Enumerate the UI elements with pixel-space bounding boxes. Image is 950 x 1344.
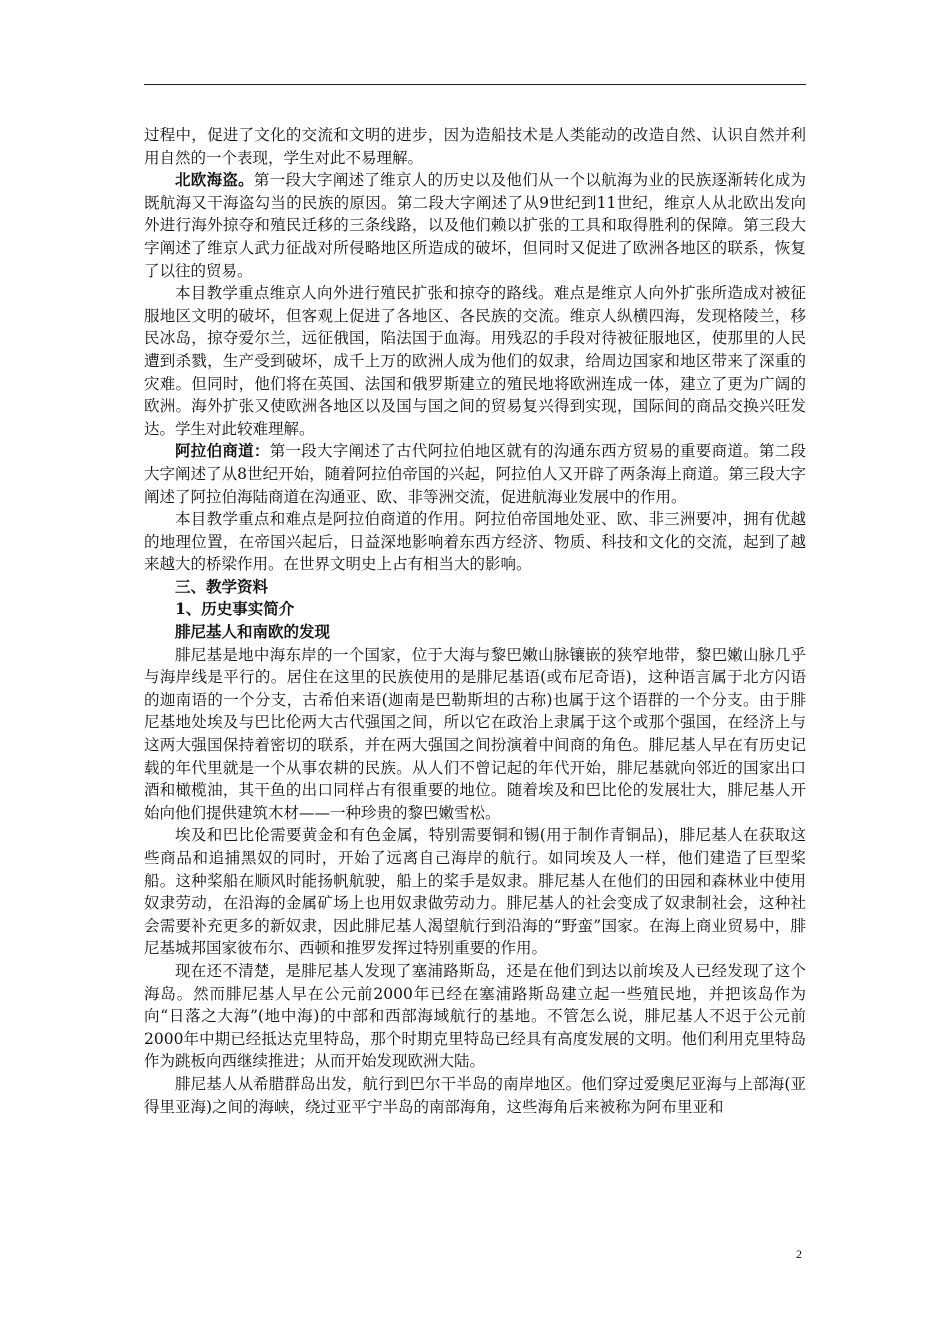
section-label-viking: 北欧海盗。	[175, 170, 254, 190]
heading-teaching-materials: 三、教学资料	[175, 576, 269, 596]
page-number: 2	[796, 1247, 802, 1261]
paragraph-viking-text: 第一段大字阐述了维京人的历史以及他们从一个以航海为业的民族逐渐转化成为既航海又干海盗勾当的民族的原因。第二段大字阐述了从9世纪到11世纪，维京人从北欧出发向外进行海外掠夺和殖民迁移的三条线路，以及他们赖以扩张的工具和取得胜利的保障。第三段大字阐述了维京人武力征战对所侵略地区所造成的破坏，但同时又促进了欧洲各地区的联系，恢复了以往的贸易。	[144, 171, 806, 280]
heading-phoenicians: 腓尼基人和南欧的发现	[175, 622, 331, 642]
paragraph-greek-islands: 腓尼基人从希腊群岛出发，航行到巴尔干半岛的南岸地区。他们穿过爱奥尼亚海与上部海(亚得里亚海)之间的海峡，绕过亚平宁半岛的南部海角，这些海角后来被称为阿布里亚和	[144, 1074, 806, 1116]
paragraph-cyprus: 现在还不清楚，是腓尼基人发现了塞浦路斯岛，还是在他们到达以前埃及人已经发现了这个海岛。然而腓尼基人早在公元前2000年已经在塞浦路斯岛建立起一些殖民地，并把该岛作为向“日落之大海”(地中海)的中部和西部海域航行的基地。不管怎么说，腓尼基人不迟于公元前2000年中期已经抵达克里特岛，那个时期克里特岛已经具有高度发展的文明。他们利用克里特岛作为跳板向西继续推进；从而开始发现欧洲大陆。	[144, 961, 806, 1071]
paragraph-egypt-babylon: 埃及和巴比伦需要黄金和有色金属，特别需要铜和锡(用于制作青铜品)，腓尼基人在获取这些商品和追捕黑奴的同时，开始了远离自己海岸的航行。如同埃及人一样，他们建造了巨型桨船。这种桨船在顺风时能扬帆航驶，船上的桨手是奴隶。腓尼基人在他们的田园和森林业中使用奴隶劳动，在沿海的金属矿场上也用奴隶做劳动力。腓尼基人的社会变成了奴隶制社会，这种社会需要补充更多的新奴隶，因此腓尼基人渴望航行到沿海的“野蛮”国家。在海上商业贸易中，腓尼基城邦国家彼布尔、西顿和推罗发挥过特别重要的作用。	[144, 826, 806, 958]
header-rule	[144, 84, 806, 85]
section-label-arab-route: 阿拉伯商道：	[175, 441, 270, 461]
paragraph-viking	[144, 169, 806, 282]
paragraph-continued: 过程中，促进了文化的交流和文明的进步，因为造船技术是人类能动的改造自然、认识自然并利用自然的一个表现，学生对此不易理解。	[144, 126, 806, 167]
paragraph-phoenicia: 腓尼基是地中海东岸的一个国家，位于大海与黎巴嫩山脉镶嵌的狭窄地带，黎巴嫩山脉几乎与海岸线是平行的。居住在这里的民族使用的是腓尼基语(或布尼奇语)，这种语言属于北方闪语的迦南语的一个分支，古希伯来语(迦南是巴勒斯坦的古称)也属于这个语群的一个分支。由于腓尼基地处埃及与巴比伦两大古代强国之间，所以它在政治上隶属于这个或那个强国，在经济上与这两大强国保持着密切的联系，并在两大强国之间扮演着中间商的角色。腓尼基人早在有历史记载的年代里就是一个从事农耕的民族。从人们不曾记起的年代开始，腓尼基就向邻近的国家出口酒和橄榄油，其干鱼的出口同样占有很重要的地位。随着埃及和巴比伦的发展壮大，腓尼基人开始向他们提供建筑木材——一种珍贵的黎巴嫩雪松。	[144, 645, 806, 822]
paragraph-arab-route	[144, 440, 806, 508]
paragraph-viking-focus: 本目教学重点维京人向外进行殖民扩张和掠夺的路线。难点是维京人向外扩张所造成对被征服地区文明的破坏，但客观上促进了各地区、各民族的交流。维京人纵横四海，发现格陵兰，移民冰岛，掠夺爱尔兰，远征俄国，陷法国于血海。用残忍的手段对待被征服地区，使那里的人民遭到杀戮，生产受到破坏，成千上万的欧洲人成为他们的奴隶，给周边国家和地区带来了深重的灾难。但同时，他们将在英国、法国和俄罗斯建立的殖民地将欧洲连成一体，建立了更为广阔的欧洲。海外扩张又使欧洲各地区以及国与国之间的贸易复兴得到实现，国际间的商品交换兴旺发达。学生对此较难理解。	[144, 284, 806, 438]
heading-historical-facts: 1、历史事实简介	[175, 599, 295, 619]
document-body	[144, 124, 806, 1118]
paragraph-arab-route-text: 第一段大字阐述了古代阿拉伯地区就有的沟通东西方贸易的重要商道。第二段大字阐述了从8世纪开始，随着阿拉伯帝国的兴起，阿拉伯人又开辟了两条海上商道。第三段大字阐述了阿拉伯海陆商道在沟通亚、欧、非等洲交流，促进航海业发展中的作用。	[144, 442, 806, 506]
paragraph-arab-focus: 本目教学重点和难点是阿拉伯商道的作用。阿拉伯帝国地处亚、欧、非三洲要冲，拥有优越的地理位置，在帝国兴起后，日益深地影响着东西方经济、物质、科技和文化的交流，起到了越来越大的桥梁作用。在世界文明史上占有相当大的影响。	[144, 510, 806, 574]
